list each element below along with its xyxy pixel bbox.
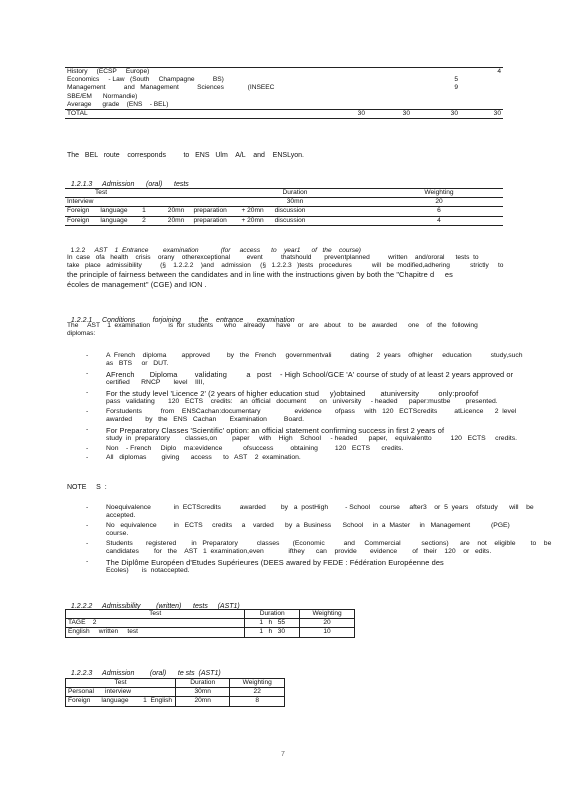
list-item-line: awarded by the ENS Cachan Examination Board. — [106, 415, 304, 423]
cell-duration: 1 h 30 — [245, 628, 300, 637]
cell-test: Interview — [67, 198, 94, 206]
cell-weighting: 8 — [230, 697, 285, 706]
para-122 — [67, 254, 507, 289]
table-row — [65, 76, 503, 84]
para-line: diplomas: — [67, 330, 96, 338]
cell-value — [412, 101, 460, 110]
col-header-test: Test — [66, 610, 245, 619]
list-item — [86, 558, 506, 575]
cell-value: 9 — [454, 84, 458, 92]
table-row — [66, 619, 355, 628]
section-title: Conditions forjoining the entrance examination — [102, 316, 295, 324]
section-number: 1.2.2 — [70, 247, 86, 255]
col-header-duration: Duration — [215, 189, 375, 198]
table-row — [66, 628, 355, 637]
cell-value — [412, 68, 460, 77]
list-item — [86, 425, 518, 443]
notes-label: NOTE S : — [67, 484, 107, 491]
table-row — [65, 68, 503, 77]
list-item-line: - No equivalence in ECTS credits a varded by a Business School in a Master in Management (PGE) — [106, 522, 510, 530]
list-item-line: - The Diplôme Européen d'Etudes Supérieures (DEES awared by FEDE : Fédération Européenne des — [106, 558, 444, 568]
cell-weighting: 6 — [375, 207, 503, 216]
list-item-line: - For the study level 'Licence 2' (2 years of higher education stud y)obtained atuniversity only:proofof — [106, 388, 479, 398]
cell-value — [412, 93, 460, 101]
table-row — [65, 216, 503, 225]
cell-value — [367, 93, 412, 101]
cell-test: English written test — [66, 628, 245, 637]
cell-value — [277, 93, 367, 101]
cell-value — [367, 101, 412, 110]
cell-label: SBE/EM Normandie) — [67, 92, 138, 100]
cell-weighting: 4 — [375, 216, 503, 225]
para-line: the principle of fairness between the candidates and in line with the instructions given by both the "Chapitre d es — [67, 270, 453, 280]
list-item-line: - AFrench Diploma validating a post - High School/GCE 'A' course of study of at least 2 years approved or — [106, 370, 514, 380]
para-1221 — [67, 322, 507, 338]
para-line: The AST 1 examination is for students who already have or are about to be awarded one of the following — [67, 322, 478, 329]
cell-value — [460, 84, 503, 92]
cell-value: 5 — [454, 76, 458, 84]
list-item — [86, 407, 517, 425]
cell-duration: 1 h 55 — [245, 619, 300, 628]
list-item-line: - A French diploma approved by the French governmentvali dating 2 years ofhigher education study,such — [106, 352, 523, 359]
cell-test: Personal interview — [66, 688, 176, 697]
cell-value — [460, 93, 503, 101]
list-item-line: as BTS or DUT. — [106, 360, 169, 368]
list-item — [86, 445, 506, 453]
para-line: écoles de management" (CGE) and ION . — [67, 279, 207, 289]
cell-value: 30 — [367, 110, 412, 119]
cell-label: History (ECSP Europe) — [67, 68, 150, 75]
para-line: take place admissibility (§ 1.2.2.2 )and admission (§ 1.2.2.3 )tests procedures will be modified,adhering strictly to — [67, 262, 504, 270]
section-1223-heading — [67, 661, 221, 679]
cell-value: 30 — [460, 110, 503, 119]
cell-value — [367, 76, 412, 84]
col-header-test: Test — [65, 189, 215, 198]
cell-weighting: 10 — [300, 628, 355, 637]
cell-weighting: 22 — [230, 688, 285, 697]
col-header-test: Test — [66, 679, 176, 688]
bel-route-text: The BEL route corresponds to ENS Ulm A/L and ENSLyon. — [67, 152, 304, 159]
section-title: Admissibility (written) tests (AST1) — [102, 602, 240, 610]
cell-label: TOTAL — [65, 110, 277, 119]
section-number: 1.2.2.2 — [70, 602, 93, 610]
cell-test: Foreign language 2 20mn preparation + 20mn discussion — [65, 216, 375, 225]
page-number: 7 — [281, 751, 285, 758]
cell-value — [460, 76, 503, 84]
list-item — [86, 370, 514, 387]
list-item-line: - Students registered in Preparatory classes (Economic and Commercial sections) are not eligible to be — [106, 540, 552, 548]
table-row — [65, 84, 503, 92]
col-header-weighting: Weighting — [230, 679, 285, 688]
oral-tests-table — [65, 188, 503, 226]
results-table — [65, 67, 503, 119]
list-item-line: - All diplomas giving access to AST 2 examination. — [106, 454, 301, 462]
list-item — [86, 454, 506, 462]
cell-value — [277, 101, 367, 110]
cell-value: 4 — [497, 68, 501, 75]
table-row — [65, 101, 503, 110]
cell-test: Foreign language 1 English — [66, 697, 176, 706]
list-item-line: - For Preparatory Classes 'Scientific' option: an official statement confirming success in first 2 years of — [106, 425, 445, 435]
list-item-line: certified RNCP level IIII, — [106, 379, 205, 387]
cell-weighting: 20 — [300, 619, 355, 628]
written-tests-table — [65, 609, 355, 638]
cell-label: Management and Management Sciences (INSEEC — [67, 84, 275, 92]
list-item — [86, 504, 534, 521]
list-item-line: - Forstudents from ENSCachan:documentary evidence ofpass with 120 ECTScredits atLicence 2 level — [106, 407, 517, 415]
table-row — [66, 697, 285, 706]
col-header-duration: Duration — [175, 679, 229, 688]
cell-label: Average grade (ENS - BEL) — [67, 100, 169, 108]
list-item-line: course. — [106, 530, 129, 538]
section-title: Admission (oral) te sts (AST1) — [102, 669, 221, 677]
cell-value: 30 — [277, 110, 367, 119]
notes-list — [86, 504, 552, 577]
col-header-weighting: Weighting — [300, 610, 355, 619]
section-1213-heading — [67, 172, 189, 190]
list-item-line: Ecoles) is notaccepted. — [106, 567, 190, 575]
admission-oral-table — [65, 678, 285, 707]
list-item-line: candidates for the AST 1 examination,even ifthey can provide evidence of their 120 or edits. — [106, 548, 492, 556]
table-row — [65, 110, 503, 119]
para-line: In case ofa health crisis orany otherexceptional event thatshould preventplanned written and/ororal tests to — [67, 254, 479, 261]
cell-test: Foreign language 1 20mn preparation + 20mn discussion — [65, 207, 375, 216]
section-122-heading — [67, 239, 361, 255]
section-number: 1.2.2.1 — [70, 316, 93, 324]
cell-label: Economics - Law (South Champagne BS) — [67, 76, 224, 84]
cell-duration: 20mn — [175, 697, 229, 706]
list-item-line: pass validating 120 ECTS credits: an official document on university - headed paper:mustbe presented. — [106, 397, 498, 405]
table-row — [65, 198, 503, 207]
cell-weighting: 20 — [435, 198, 443, 206]
list-item-line: - Non - French Diplo ma:evidence ofsuccess obtaining 120 ECTS credits. — [106, 444, 404, 452]
table-row — [65, 93, 503, 101]
cell-duration: 30mn — [286, 198, 304, 206]
list-item — [86, 522, 510, 539]
list-item-line: study in preparatory classes,on paper with High School - headed paper, equivalentto 120 ECTS credits. — [106, 434, 518, 442]
cell-value — [277, 84, 367, 92]
cell-value: 30 — [412, 110, 460, 119]
cell-test: TAGE 2 — [66, 619, 245, 628]
list-item-line: accepted. — [106, 512, 136, 520]
col-header-duration: Duration — [245, 610, 300, 619]
table-row — [65, 207, 503, 216]
section-title: Admission (oral) tests — [102, 180, 189, 188]
list-item-line: - Noequivalence in ECTScredits awarded by a postHigh - School course after3 or 5 years ofstudy will be — [106, 504, 534, 511]
section-number: 1.2.1.3 — [70, 180, 93, 188]
cell-value — [277, 68, 367, 77]
cell-value — [460, 101, 503, 110]
section-number: 1.2.2.3 — [70, 669, 93, 677]
list-item — [86, 389, 506, 406]
table-row — [66, 688, 285, 697]
section-title: AST 1 Entrance examination (for access to year1 of the course) — [94, 247, 361, 255]
cell-value — [277, 76, 367, 84]
cell-value — [367, 68, 412, 77]
cell-value — [367, 84, 412, 92]
list-item — [86, 540, 552, 557]
list-item — [86, 352, 523, 369]
col-header-weighting: Weighting — [375, 189, 503, 198]
diploma-list — [86, 352, 523, 464]
cell-duration: 30mn — [175, 688, 229, 697]
